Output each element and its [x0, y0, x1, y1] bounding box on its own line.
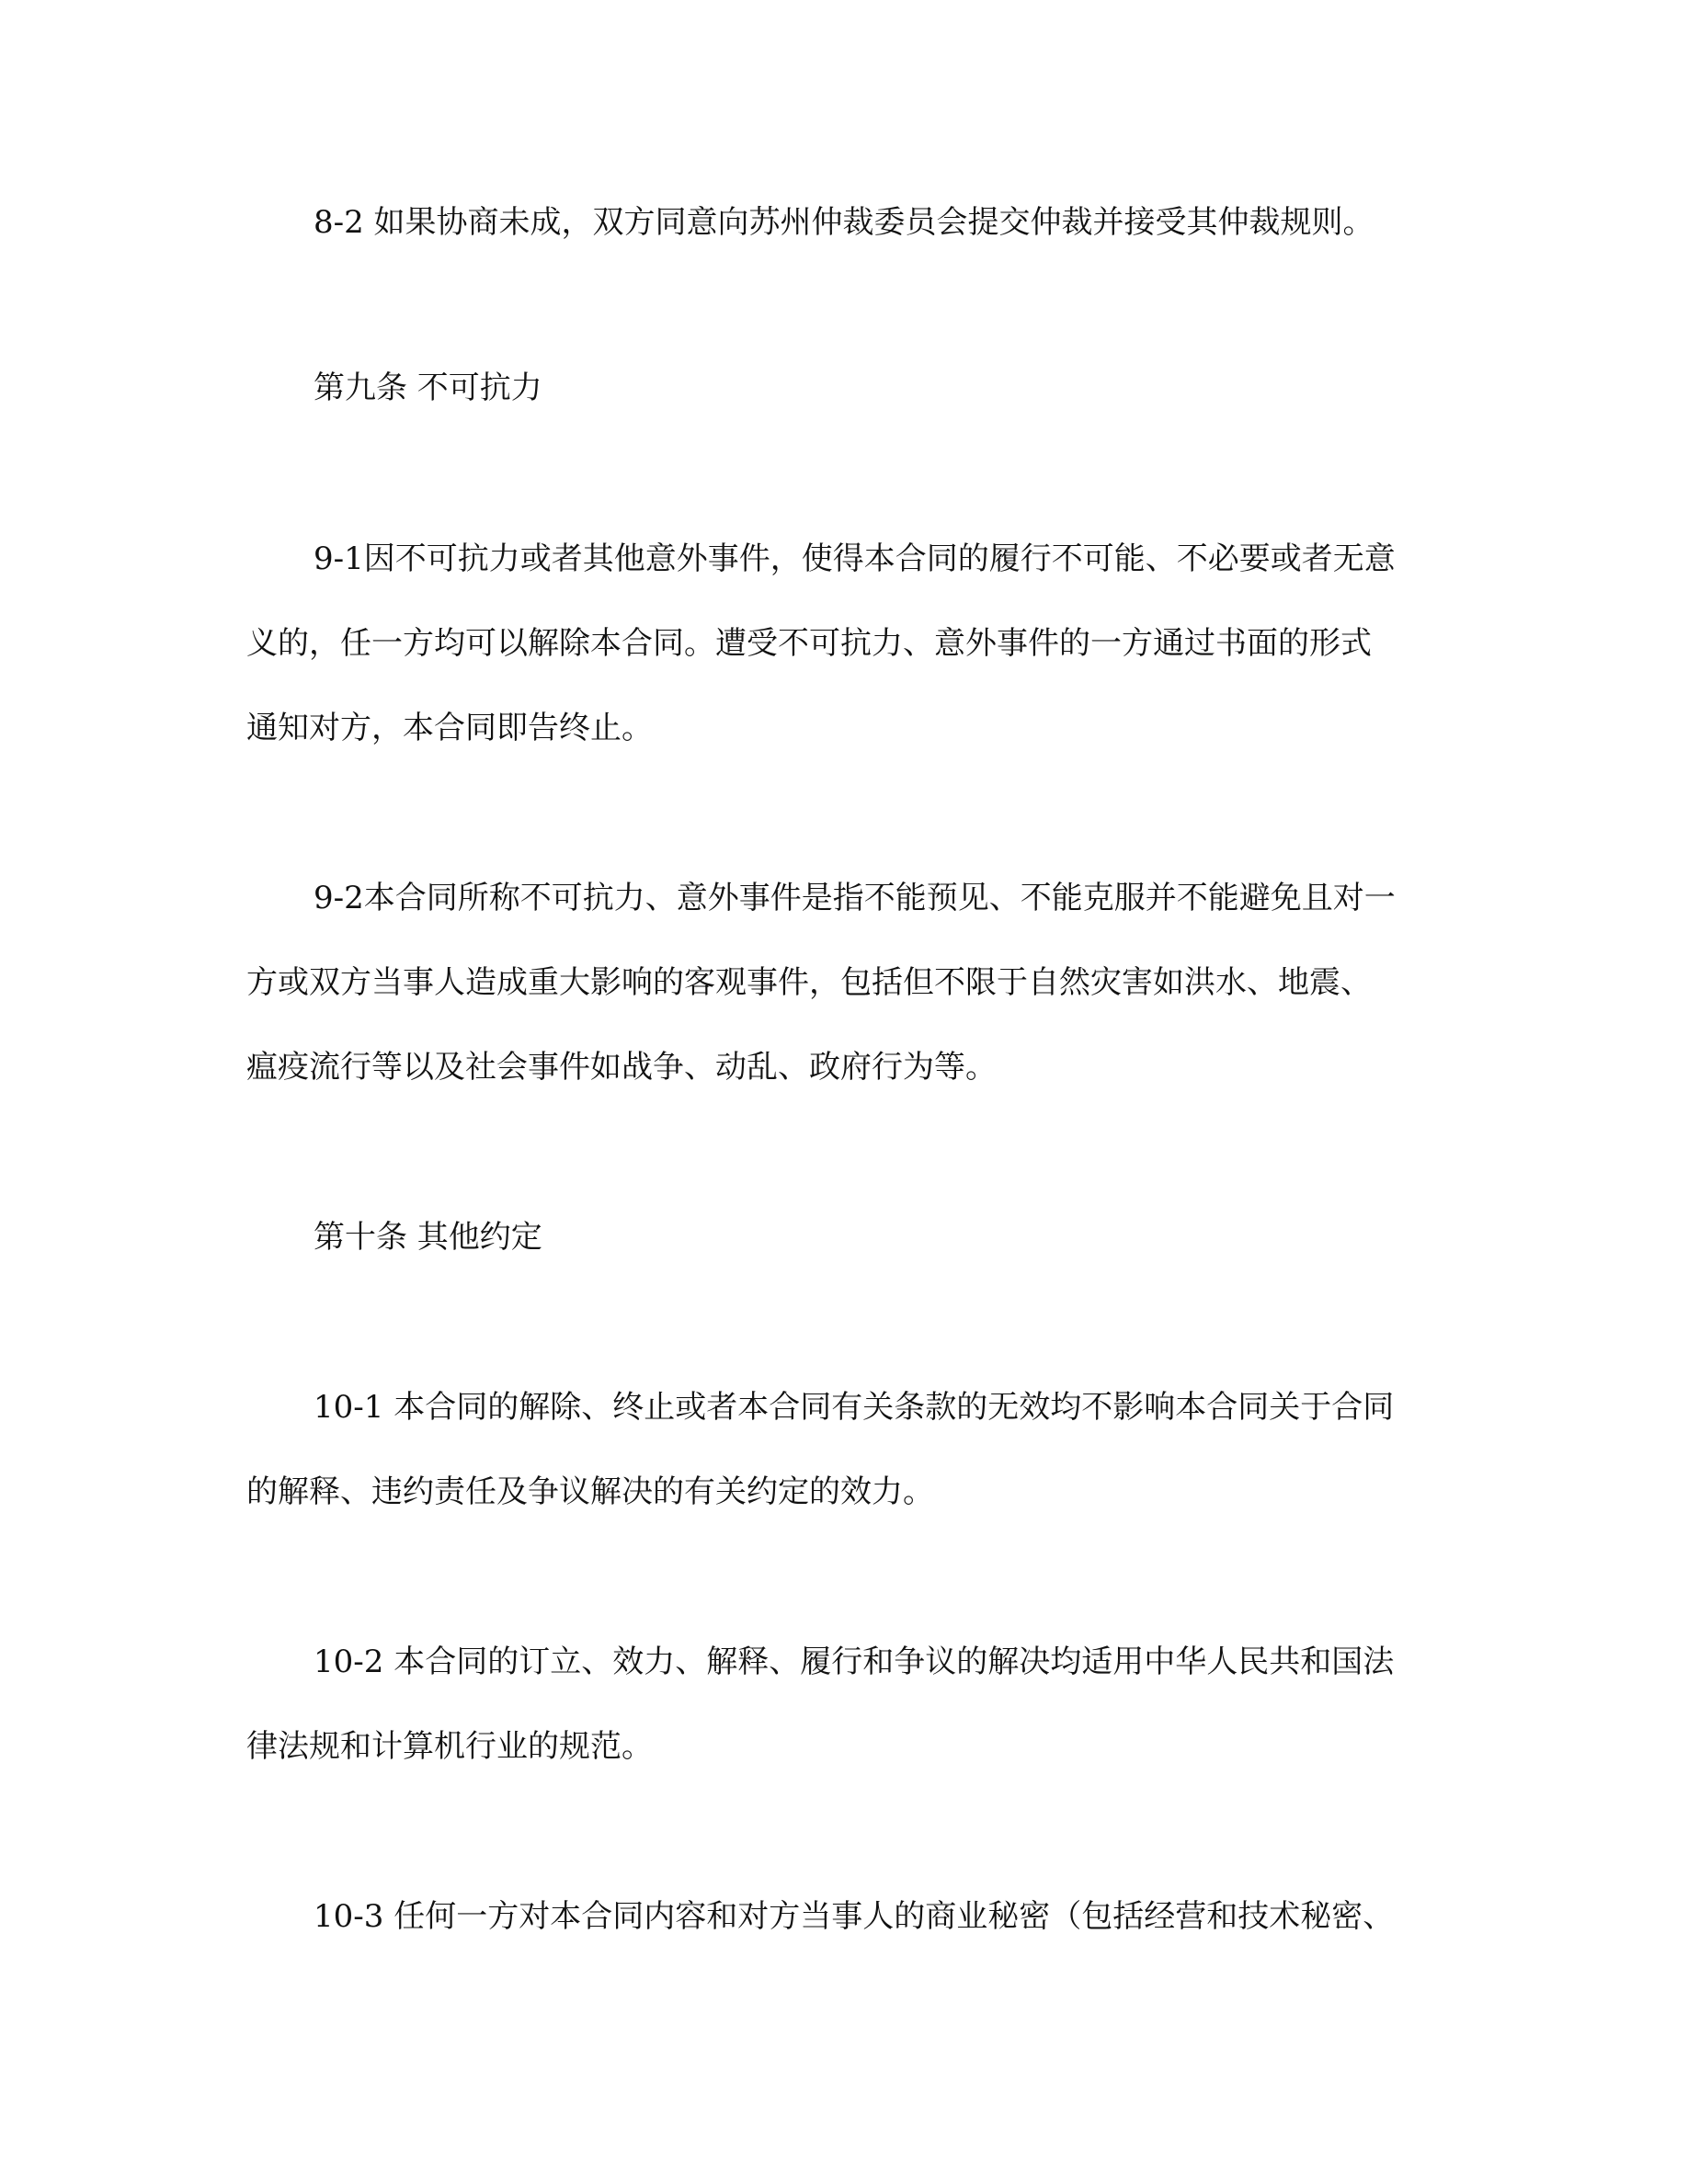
clause-10-3-line-1: 10-3 任何一方对本合同内容和对方当事人的商业秘密（包括经营和技术秘密、	[314, 1898, 1395, 1935]
clause-9-2-line-1: 9-2本合同所称不可抗力、意外事件是指不能预见、不能克服并不能避免且对一	[314, 880, 1396, 916]
clause-10-1-line-1: 10-1 本合同的解除、终止或者本合同有关条款的无效均不影响本合同关于合同	[314, 1389, 1395, 1426]
clause-9-1-line-1: 9-1因不可抗力或者其他意外事件，使得本合同的履行不可能、不必要或者无意	[314, 540, 1396, 577]
article-9-heading: 第九条 不可抗力	[314, 370, 542, 406]
clause-9-2-line-2: 方或双方当事人造成重大影响的客观事件，包括但不限于自然灾害如洪水、地震、	[246, 964, 1372, 1001]
article-10-heading: 第十条 其他约定	[314, 1219, 542, 1256]
clause-10-1-line-2: 的解释、违约责任及争议解决的有关约定的效力。	[246, 1473, 934, 1510]
clause-9-1-line-2: 义的，任一方均可以解除本合同。遭受不可抗力、意外事件的一方通过书面的形式	[246, 625, 1372, 662]
clause-9-2-line-3: 瘟疫流行等以及社会事件如战争、动乱、政府行为等。	[246, 1049, 997, 1086]
clause-9-1-line-3: 通知对方，本合同即告终止。	[246, 710, 653, 746]
clause-10-2-line-1: 10-2 本合同的订立、效力、解释、履行和争议的解决均适用中华人民共和国法	[314, 1644, 1395, 1680]
clause-10-2-line-2: 律法规和计算机行业的规范。	[246, 1728, 653, 1765]
clause-8-2-line-1: 8-2 如果协商未成，双方同意向苏州仲裁委员会提交仲裁并接受其仲裁规则。	[314, 204, 1374, 241]
